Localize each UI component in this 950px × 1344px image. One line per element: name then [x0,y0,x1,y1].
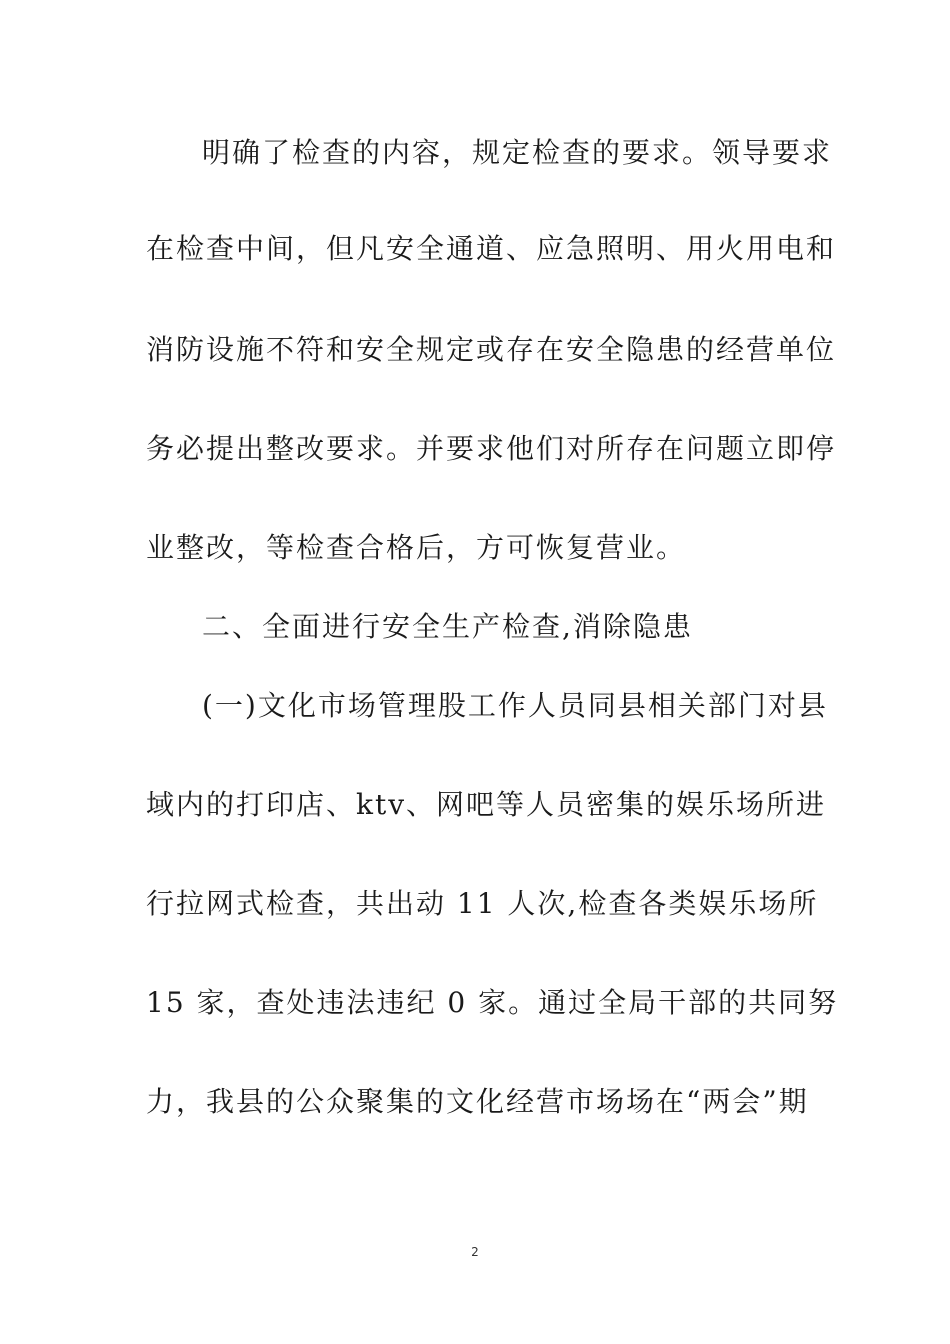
paragraph-line: 15 家，查处违法违纪 0 家。通过全局干部的共同努 [146,986,839,1019]
page-number: 2 [471,1245,479,1259]
paragraph-line: 消防设施不符和安全规定或存在安全隐患的经营单位 [146,333,837,366]
paragraph-line: 业整改，等检查合格后，方可恢复营业。 [146,531,687,564]
paragraph-line: 行拉网式检查，共出动 11 人次,检查各类娱乐场所 [146,887,819,920]
paragraph-line: 务必提出整改要求。并要求他们对所存在问题立即停 [146,432,837,465]
section-heading: 二、全面进行安全生产检查,消除隐患 [202,610,693,643]
paragraph-line: 力，我县的公众聚集的文化经营市场场在“两会”期 [146,1085,809,1118]
paragraph-line: 在检查中间，但凡安全通道、应急照明、用火用电和 [146,232,837,265]
paragraph-line: 域内的打印店、ktv、网吧等人员密集的娱乐场所进 [146,788,827,821]
paragraph-line: (一)文化市场管理股工作人员同县相关部门对县 [202,689,828,722]
paragraph-line: 明确了检查的内容，规定检查的要求。领导要求 [202,136,833,169]
